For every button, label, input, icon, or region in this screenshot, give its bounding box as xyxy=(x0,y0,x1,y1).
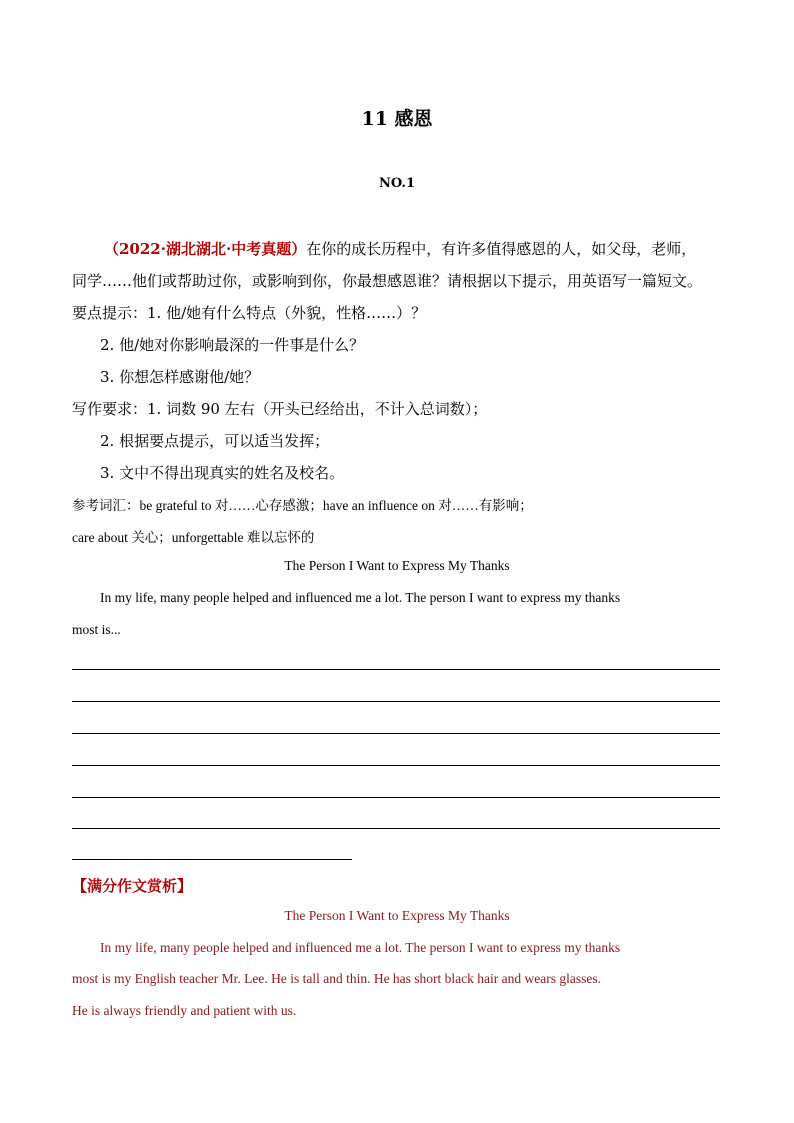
prompt-intro-1: 在你的成长历程中，有许多值得感恩的人，如父母，老师， xyxy=(306,240,697,258)
prompt-intro-2: 同学……他们或帮助过你，或影响到你，你最想感恩谁？请根据以下提示，用英语写一篇短文。 xyxy=(72,272,703,290)
model-essay-line-1: In my life, many people helped and influenced me a lot. The person I want to express my thanks xyxy=(100,940,621,955)
model-essay-heading: 【满分作文赏析】 xyxy=(72,877,193,895)
vocabulary-1: 参考词汇：be grateful to 对……心存感激；have an influence on 对……有影响； xyxy=(72,498,533,513)
points-label: 要点提示：1. 他/她有什么特点（外貌，性格……）？ xyxy=(72,304,427,322)
vocabulary-2: care about 关心；unforgettable 难以忘怀的 xyxy=(72,530,315,545)
page-title: 11 感恩 xyxy=(361,108,433,130)
point-2: 2. 他/她对你影响最深的一件事是什么？ xyxy=(100,336,365,354)
question-source: （2022·湖北湖北·中考真题） xyxy=(104,240,307,258)
prompt-line-1 xyxy=(104,238,696,259)
writing-line xyxy=(72,733,720,734)
essay-start-2: most is... xyxy=(72,622,121,637)
essay-start-1: In my life, many people helped and influenced me a lot. The person I want to express my thanks xyxy=(100,590,621,605)
writing-line xyxy=(72,765,720,766)
writing-line xyxy=(72,797,720,798)
writing-line xyxy=(72,828,720,829)
writing-line-short xyxy=(72,859,352,860)
requirement-1: 写作要求：1. 词数 90 左右（开头已经给出，不计入总词数）； xyxy=(72,400,488,418)
essay-title: The Person I Want to Express My Thanks xyxy=(284,558,510,573)
requirement-2: 2. 根据要点提示，可以适当发挥； xyxy=(100,432,330,450)
requirement-3: 3. 文中不得出现真实的姓名及校名。 xyxy=(100,464,345,482)
problem-number: NO.1 xyxy=(378,176,416,191)
writing-line xyxy=(72,669,720,670)
model-essay-line-2: most is my English teacher Mr. Lee. He is tall and thin. He has short black hair and wears glasses. xyxy=(72,971,601,986)
writing-line xyxy=(72,701,720,702)
model-essay-line-3: He is always friendly and patient with us. xyxy=(72,1003,297,1018)
model-essay-title: The Person I Want to Express My Thanks xyxy=(284,908,510,923)
point-3: 3. 你想怎样感谢他/她？ xyxy=(100,368,260,386)
